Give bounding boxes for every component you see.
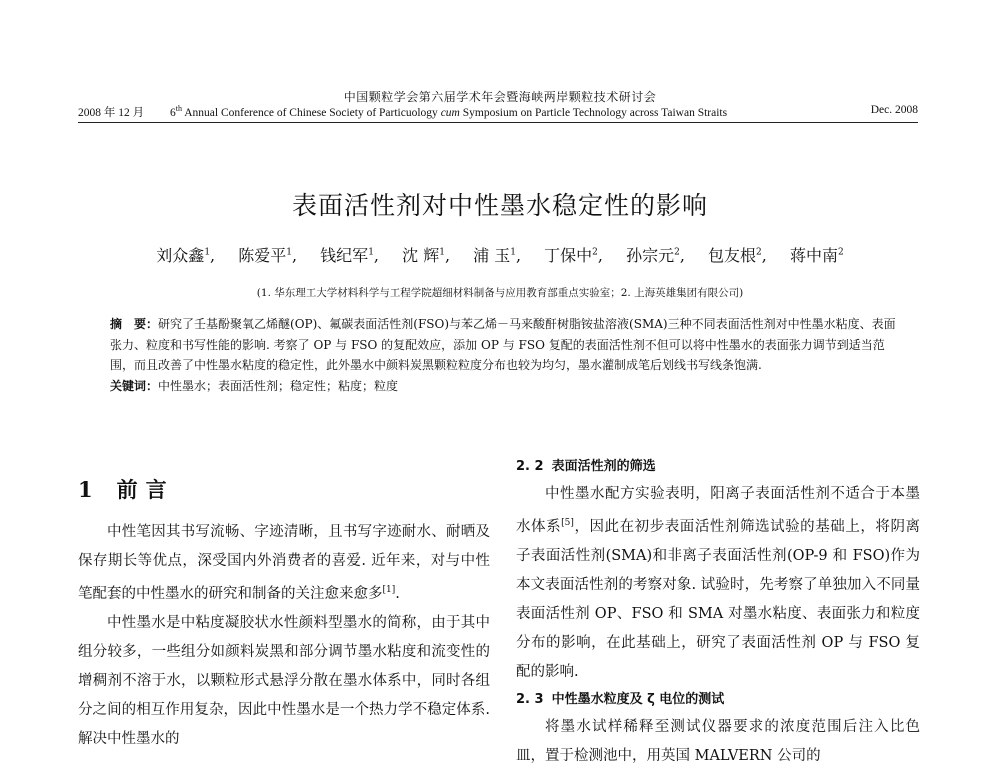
subsection-heading: 2. 2 表面活性剂的筛选 [516, 459, 656, 474]
author: 浦 玉$^1$, [473, 246, 522, 265]
header-rule [78, 122, 918, 123]
author: 包友根$^2$, [708, 246, 767, 265]
author: 沈 辉$^1$, [402, 246, 451, 265]
citation: [5] [561, 518, 574, 528]
citation: [1] [382, 585, 396, 595]
abstract-text: 摘 要：研究了壬基酚聚氧乙烯醚(OP)、氟碳表面活性剂(FSO)与苯乙烯－马来酸酐树脂铵盐溶液(SMA)三种不同表面活性剂对中性墨水粘度、表面张力、粒度和书写性能的影响. 考察了 OP 与 FSO 的复配效应，添加 OP 与 FSO 复配的表面活性剂不但可以将中性墨水的表面张力调节到适当范围，而且改善了中性墨水粘度的稳定性，此外墨水中颜料炭黑颗粒粒度分布也较为均匀，墨水灌制成笔后划线书写线条饱满. [110, 317, 896, 372]
header-date-en: Dec. 2008 [870, 104, 918, 116]
keywords-label: 关键词： [110, 378, 159, 393]
paragraph: 将墨水试样稀释至测试仪器要求的浓度范围后注入比色皿，置于检测池中，用英国 MALVERN 公司的 [516, 718, 920, 764]
author: 刘众鑫$^1$, [156, 246, 216, 265]
running-header [78, 104, 918, 120]
abstract [110, 314, 900, 396]
author: 丁保中$^2$, [544, 246, 603, 265]
left-column [78, 474, 490, 754]
author: 蒋中南$^2$ [789, 246, 844, 265]
author: 孙宗元$^2$, [626, 246, 685, 265]
author: 钱纪军$^1$, [320, 246, 380, 265]
paragraph: 中性笔因其书写流畅、字迹清晰，且书写字迹耐水、耐晒及保存期长等优点，深受国内外消费者的喜爱. 近年来，对与中性笔配套的中性墨水的研究和制备的关注愈来愈多[1]. [78, 524, 490, 602]
paper-title: 表面活性剂对中性墨水稳定性的影响 [291, 191, 708, 220]
paragraph: 中性墨水是中粘度凝胶状水性颜料型墨水的简称，由于其中组分较多，一些组分如颜料炭黑和部分调节墨水粘度和流变性的增稠剂不溶于水，以颗粒形式悬浮分散在墨水体系中，同时各组分之间的相互作用复杂，因此中性墨水是一个热力学不稳定体系. 解决中性墨水的 [78, 614, 490, 747]
running-header-cn: 中国颗粒学会第六届学术年会暨海峡两岸颗粒技术研讨会 [343, 90, 657, 104]
abstract-label: 摘 要： [110, 317, 159, 331]
paragraph: 中性墨水配方实验表明，阳离子表面活性剂不适合于本墨水体系[5]，因此在初步表面活性剂筛选试验的基础上，将阴离子表面活性剂(SMA)和非离子表面活性剂(OP-9 和 FSO)作为本文表面活性剂的考察对象. 试验时，先考察了单独加入不同量表面活性剂 OP、FSO 和 SMA 对墨水粘度、表面张力和粒度分布的影响，在此基础上，研究了表面活性剂 OP 与 FSO 复配的影响. [516, 486, 921, 680]
author-list [0, 243, 1000, 266]
keywords: 关键词：中性墨水；表面活性剂；稳定性；粘度；粒度 [110, 378, 399, 393]
author: 陈爱平$^1$, [238, 246, 298, 265]
subsection-heading: 2. 3 中性墨水粒度及 ζ 电位的测试 [516, 691, 725, 707]
header-date-cn: 2008 年 12 月 [78, 107, 145, 119]
right-column [516, 454, 920, 771]
affiliation: (1. 华东理工大学材料科学与工程学院超细材料制备与应用教育部重点实验室；2. 上海英雄集团有限公司) [256, 287, 744, 299]
header-conference-en: 6th Annual Conference of Chinese Society of Particuology cum Symposium on Particle Technology across Taiwan Straits [170, 104, 728, 119]
section-heading: 1 前言 [78, 477, 175, 502]
